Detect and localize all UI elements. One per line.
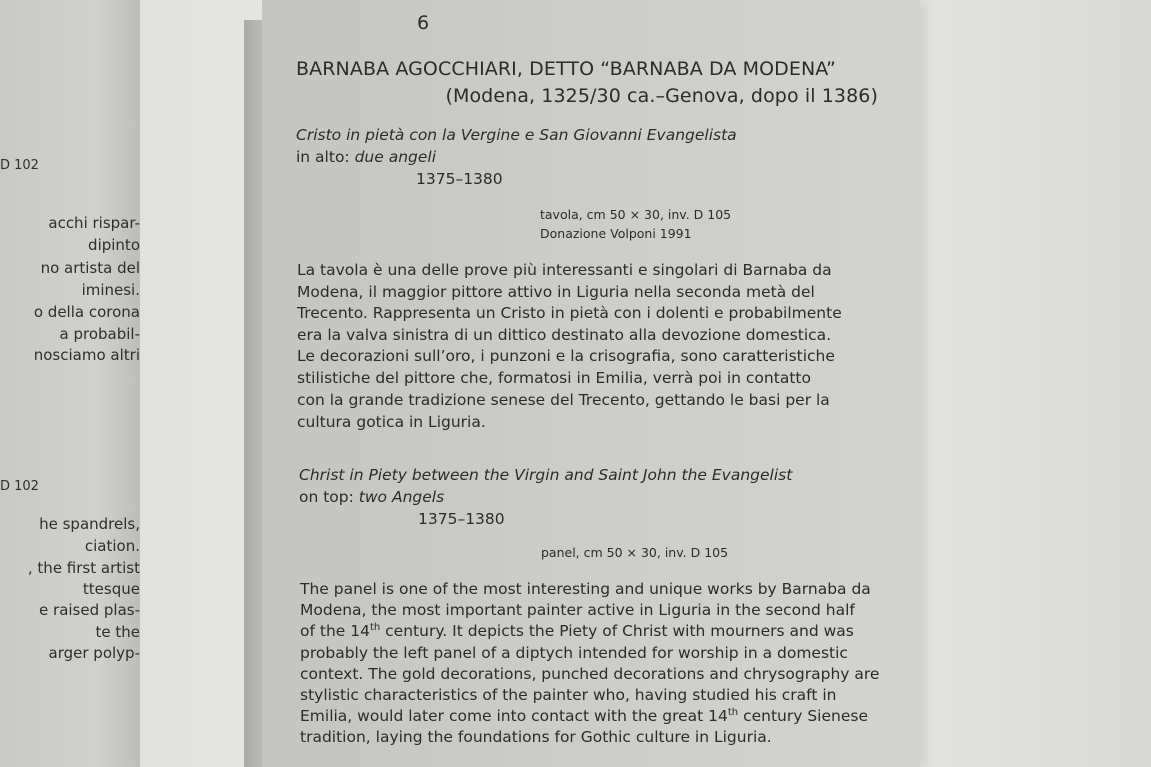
panel-edge (244, 20, 264, 767)
body-line: probably the left panel of a diptych intended for worship in a domestic (300, 644, 848, 662)
artwork-title-english: Christ in Piety between the Virgin and Saint John the Evangelist (299, 466, 793, 484)
left-line: arger polyp- (48, 644, 140, 662)
body-line: cultura gotica in Liguria. (297, 413, 486, 431)
body-line: context. The gold decorations, punched decorations and chrysography are (300, 665, 880, 683)
left-line: a probabil- (59, 325, 140, 343)
body-line: Le decorazioni sull’oro, i punzoni e la crisografia, sono caratteristiche (297, 347, 835, 365)
left-line: ciation. (84, 537, 140, 555)
artwork-date-english: 1375–1380 (418, 510, 505, 528)
body-line: Emilia, would later come into contact with the great 14th century Sienese (300, 707, 868, 725)
left-line: dipinto (88, 236, 140, 254)
left-line: , the first artist (27, 559, 140, 577)
body-line: stilistiche del pittore che, formatosi in Emilia, verrà poi in contatto (297, 369, 811, 387)
left-line: te the (95, 623, 140, 641)
left-line: ttesque (82, 580, 140, 598)
artwork-subtitle-italian (296, 148, 436, 166)
body-line: era la valva sinistra di un dittico destinato alla devozione domestica. (297, 326, 832, 344)
body-line: con la grande tradizione senese del Trecento, gettando le basi per la (297, 391, 830, 409)
technique-italian: tavola, cm 50 × 30, inv. D 105 (540, 207, 732, 222)
body-line: Modena, the most important painter active in Liguria in the second half (300, 601, 855, 619)
museum-label (262, 0, 920, 767)
body-line: Trecento. Rappresenta un Cristo in pietà con i dolenti e probabilmente (297, 304, 842, 322)
left-line: iminesi. (81, 281, 140, 299)
left-line: no artista del (40, 259, 140, 277)
left-inv-english: D 102 (0, 479, 39, 494)
artwork-title-italian: Cristo in pietà con la Vergine e San Giovanni Evangelista (296, 126, 737, 144)
left-line: acchi rispar- (48, 214, 140, 232)
left-line: e raised plas- (39, 601, 140, 619)
label-number: 6 (417, 12, 430, 34)
left-inv-italian: D 102 (0, 158, 39, 173)
body-line: Modena, il maggior pittore attivo in Liguria nella seconda metà del (297, 283, 815, 301)
body-line: of the 14th century. It depicts the Piety of Christ with mourners and was (300, 622, 854, 640)
body-line: La tavola è una delle prove più interessanti e singolari di Barnaba da (297, 261, 832, 279)
left-adjacent-label (0, 0, 140, 767)
body-line: stylistic characteristics of the painter who, having studied his craft in (300, 686, 837, 704)
subtitle-prefix: in alto: (296, 148, 355, 166)
left-line: he spandrels, (39, 515, 140, 533)
subtitle-italic: due angeli (354, 148, 437, 166)
technique-english: panel, cm 50 × 30, inv. D 105 (541, 545, 729, 560)
body-line: The panel is one of the most interesting and unique works by Barnaba da (300, 580, 871, 598)
artwork-subtitle-english (299, 488, 444, 506)
body-line: tradition, laying the foundations for Gothic culture in Liguria. (300, 728, 772, 746)
provenance-italian: Donazione Volponi 1991 (540, 226, 692, 241)
artwork-date-italian: 1375–1380 (416, 170, 503, 188)
left-line: o della corona (33, 303, 140, 321)
left-line: nosciamo altri (33, 346, 140, 364)
subtitle-italic: two Angels (358, 488, 445, 506)
subtitle-prefix: on top: (299, 488, 359, 506)
artist-dates: (Modena, 1325/30 ca.–Genova, dopo il 1386) (445, 85, 878, 107)
artist-name: BARNABA AGOCCHIARI, DETTO “BARNABA DA MODENA” (296, 58, 836, 80)
